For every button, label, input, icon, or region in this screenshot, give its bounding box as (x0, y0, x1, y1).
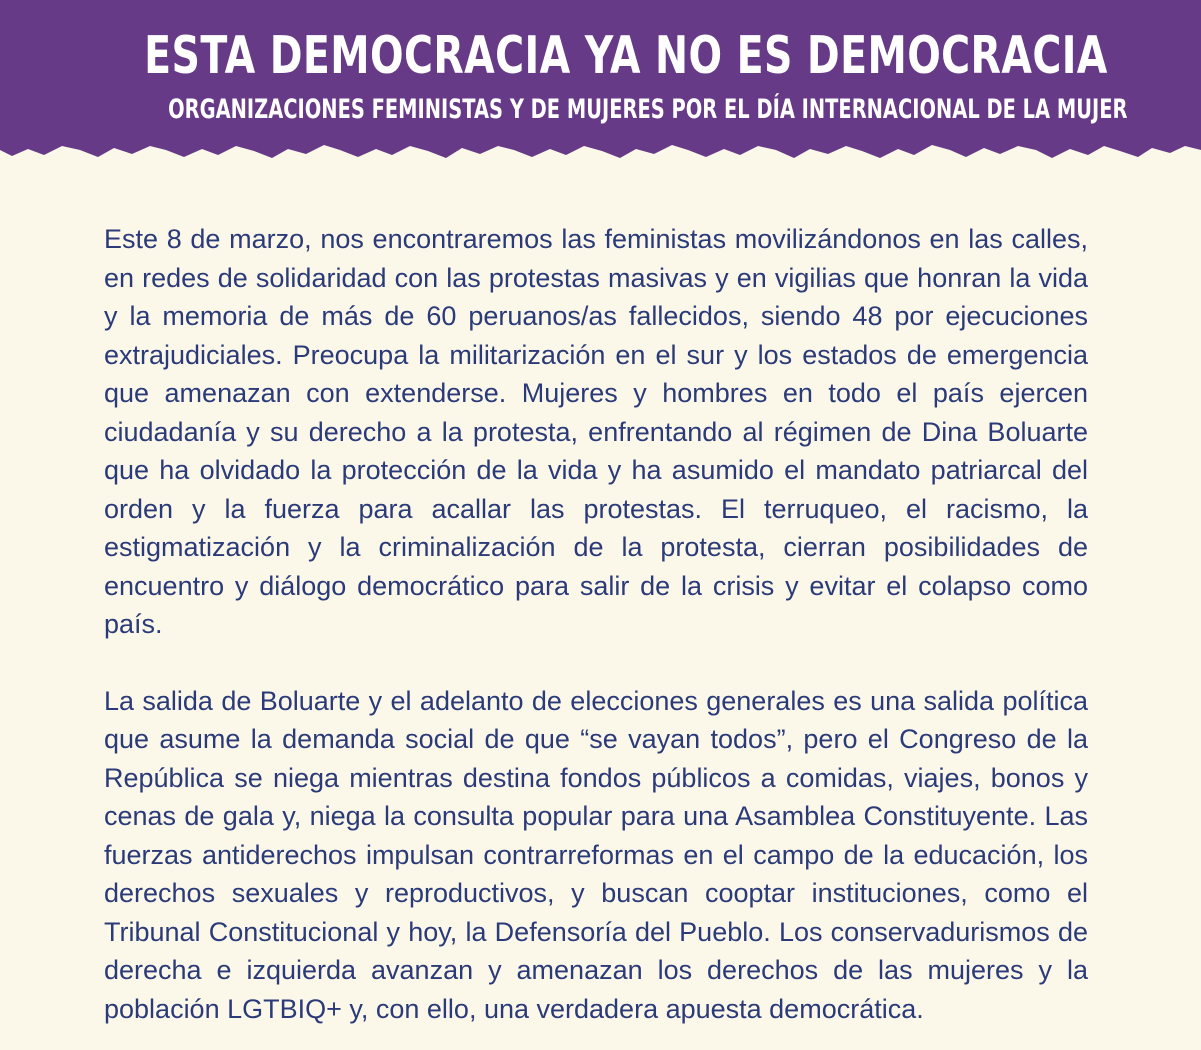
header-banner (0, 0, 1201, 176)
paragraph-1: Este 8 de marzo, nos encontraremos las feministas movilizándonos en las calles, en redes de solidaridad con las protestas masivas y en vigilias que honran la vida y la memoria de más de 60 peruanos/as fallecidos, siendo 48 por ejecuciones extrajudiciales. Preocupa la militarización en el sur y los estados de emergencia que amenazan con extenderse. Mujeres y hombres en todo el país ejercen ciudadanía y su derecho a la protesta, enfrentando al régimen de Dina Boluarte que ha olvidado la protección de la vida y ha asumido el mandato patriarcal del orden y la fuerza para acallar las protestas. El terruqueo, el racismo, la estigmatización y la criminalización de la protesta, cierran posibilidades de encuentro y diálogo democrático para salir de la crisis y evitar el colapso como país. (104, 224, 1088, 639)
page-title: ESTA DEMOCRACIA YA NO ES DEMOCRACIA (144, 26, 1108, 86)
page-subtitle: ORGANIZACIONES FEMINISTAS Y DE MUJERES POR EL DÍA INTERNACIONAL DE LA MUJER (168, 94, 1128, 125)
paragraph-2: La salida de Boluarte y el adelanto de elecciones generales es una salida política que asume la demanda social de que “se vayan todos”, pero el Congreso de la República se niega mientras destina fondos públicos a comidas, viajes, bonos y cenas de gala y, niega la consulta popular para una Asamblea Constituyente. Las fuerzas antiderechos impulsan contrarreformas en el campo de la educación, los derechos sexuales y reproductivos, y buscan cooptar instituciones, como el Tribunal Constitucional y hoy, la Defensoría del Pueblo. Los conservadurismos de derecha e izquierda avanzan y amenazan los derechos de las mujeres y la población LGTBIQ+ y, con ello, una verdadera apuesta democrática. (104, 685, 1088, 1024)
body-text (104, 220, 1088, 1028)
